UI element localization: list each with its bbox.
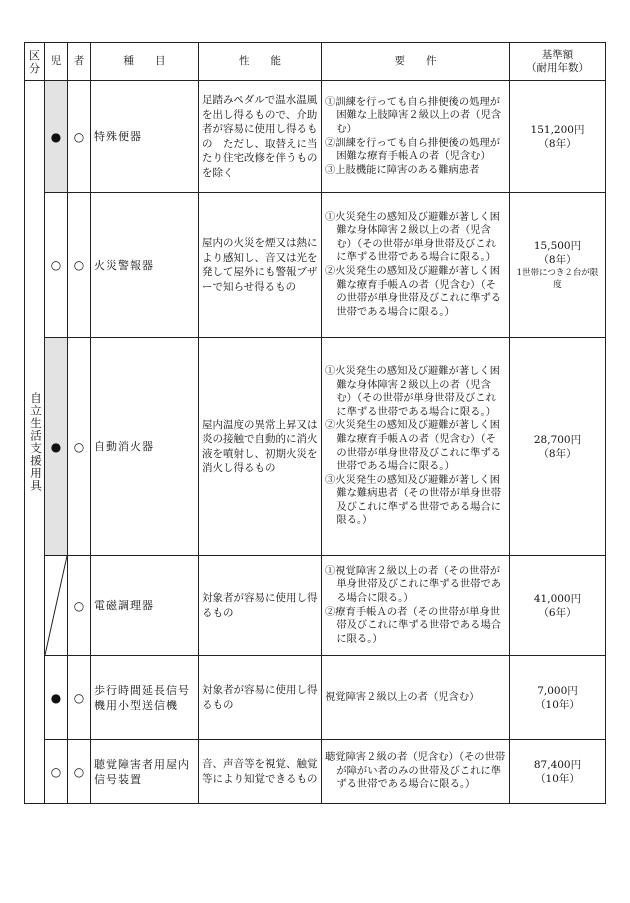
item-name: 歩行時間延長信号機用小型送信機 (91, 656, 199, 740)
ji-mark: ○ (45, 193, 68, 338)
header-kijungaku-label: 基準額 (541, 48, 574, 61)
amount-value: 87,400円 (533, 758, 582, 771)
requirement-item: ③上肢機能に障害のある難病患者 (325, 163, 480, 176)
table-row (25, 556, 606, 656)
item-name: 火災警報器 (91, 193, 199, 338)
amount-cell (510, 338, 606, 556)
ji-mark: ○ (45, 740, 68, 804)
header-seino: 性 能 (199, 43, 322, 81)
amount-value: 151,200円 (530, 123, 585, 136)
header-sha: 者 (68, 43, 91, 81)
requirements-cell (322, 556, 510, 656)
requirement-item: ①火災発生の感知及び避難が著しく困難な身体障害２級以上の者（児含む）（その世帯が単身世帯及びこれに準ずる世帯である場合に限る。） (325, 364, 501, 418)
amount-note: 1世帯につき２台が限度 (516, 268, 599, 290)
years-value: （8年） (538, 447, 577, 460)
years-value: （10年） (535, 772, 580, 785)
header-shumoku: 種 目 (91, 43, 199, 81)
sha-mark: ○ (68, 81, 91, 193)
table-row (25, 81, 606, 193)
performance-text: 屋内の火災を煙又は熱により感知し、音又は光を発して屋外にも警報ブザーで知らせ得るもの (199, 193, 322, 338)
sha-mark: ○ (68, 556, 91, 656)
item-name: 聴覚障害者用屋内信号装置 (91, 740, 199, 804)
header-yoken: 要 件 (322, 43, 510, 81)
requirements-cell (322, 740, 510, 804)
header-taiyo-label: （耐用年数） (526, 61, 589, 74)
sha-mark: ○ (68, 740, 91, 804)
years-value: （6年） (538, 606, 577, 619)
ji-mark: ● (45, 81, 68, 193)
requirements-cell (322, 338, 510, 556)
sha-mark: ○ (68, 193, 91, 338)
performance-text: 対象者が容易に使用し得るもの (199, 556, 322, 656)
years-value: （8年） (538, 137, 577, 150)
category-label: 自立生活支援用具 (29, 392, 43, 492)
ji-not-applicable (45, 556, 68, 656)
header-kubun: 区分 (25, 43, 45, 81)
header-row (25, 43, 606, 81)
amount-cell (510, 740, 606, 804)
requirement-item: ②訓練を行っても自ら排便後の処理が困難な療育手帳Ａの者（児含む） (325, 136, 501, 163)
requirements-cell (322, 81, 510, 193)
requirement-item: ②火災発生の感知及び避難が著しく困難な療育手帳Ａの者（児含む）（その世帯が単身世帯及びこれに準ずる世帯である場合に限る。） (325, 265, 502, 318)
years-value: （8年） (538, 254, 577, 266)
years-value: （10年） (535, 698, 580, 711)
requirements-cell (322, 656, 510, 740)
amount-value: 28,700円 (533, 433, 582, 446)
requirement-item: ②療育手帳Ａの者（その世帯が単身世帯及びこれに準ずる世帯である場合に限る。） (325, 605, 502, 645)
table-row (25, 338, 606, 556)
table-row (25, 193, 606, 338)
performance-text: 対象者が容易に使用し得るもの (199, 656, 322, 740)
equipment-table (24, 42, 606, 804)
item-name: 自動消火器 (91, 338, 199, 556)
performance-text: 音、声音等を視覚、触覚等により知覚できるもの (199, 740, 322, 804)
table-row (25, 740, 606, 804)
category-cell (25, 81, 45, 804)
performance-text: 足踏みペダルで温水温風を出し得るもので、介助者が容易に使用し得るもの ただし、取替えに当たり住宅改修を伴うものを除く (199, 81, 322, 193)
requirement-item: ②火災発生の感知及び避難が著しく困難な療育手帳Ａの者（児含む）（その世帯が単身世帯及びこれに準ずる世帯である場合に限る。） (325, 419, 502, 473)
table-row (25, 656, 606, 740)
amount-value: 41,000円 (533, 592, 582, 605)
amount-cell (510, 556, 606, 656)
requirement-item: ①訓練を行っても自ら排便後の処理が困難な上肢障害２級以上の者（児含む） (325, 95, 502, 135)
requirement-item: ③火災発生の感知及び避難が著しく困難な難病患者（その世帯が単身世帯及びこれに準ずる世帯である場合に限る。） (325, 473, 502, 527)
header-ji: 児 (45, 43, 68, 81)
item-name: 電磁調理器 (91, 556, 199, 656)
amount-value: 7,000円 (537, 684, 578, 697)
item-name: 特殊便器 (91, 81, 199, 193)
requirement-item: 聴覚障害２級の者（児含む）（その世帯が障がい者のみの世帯及びこれに準ずる世帯である場合に限る。） (325, 751, 506, 791)
sha-mark: ○ (68, 338, 91, 556)
ji-mark: ● (45, 338, 68, 556)
ji-mark: ● (45, 656, 68, 740)
amount-cell (510, 656, 606, 740)
requirements-cell (322, 193, 510, 338)
requirement-item: 視覚障害２級以上の者（児含む） (325, 690, 480, 703)
header-kijungaku (510, 43, 606, 81)
sha-mark: ○ (68, 656, 91, 740)
amount-cell (510, 193, 606, 338)
requirement-item: ①視覚障害２級以上の者（その世帯が単身世帯及びこれに準ずる世帯である場合に限る。） (325, 564, 502, 604)
amount-value: 15,500円 (533, 240, 582, 252)
diagonal-slash-icon (45, 556, 67, 655)
requirement-item: ①火災発生の感知及び避難が著しく困難な身体障害２級以上の者（児含む）（その世帯が単身世帯及びこれに準ずる世帯である場合に限る。） (325, 210, 501, 264)
performance-text: 屋内温度の異常上昇又は炎の接触で自動的に消火液を噴射し、初期火災を消火し得るもの (199, 338, 322, 556)
amount-cell (510, 81, 606, 193)
